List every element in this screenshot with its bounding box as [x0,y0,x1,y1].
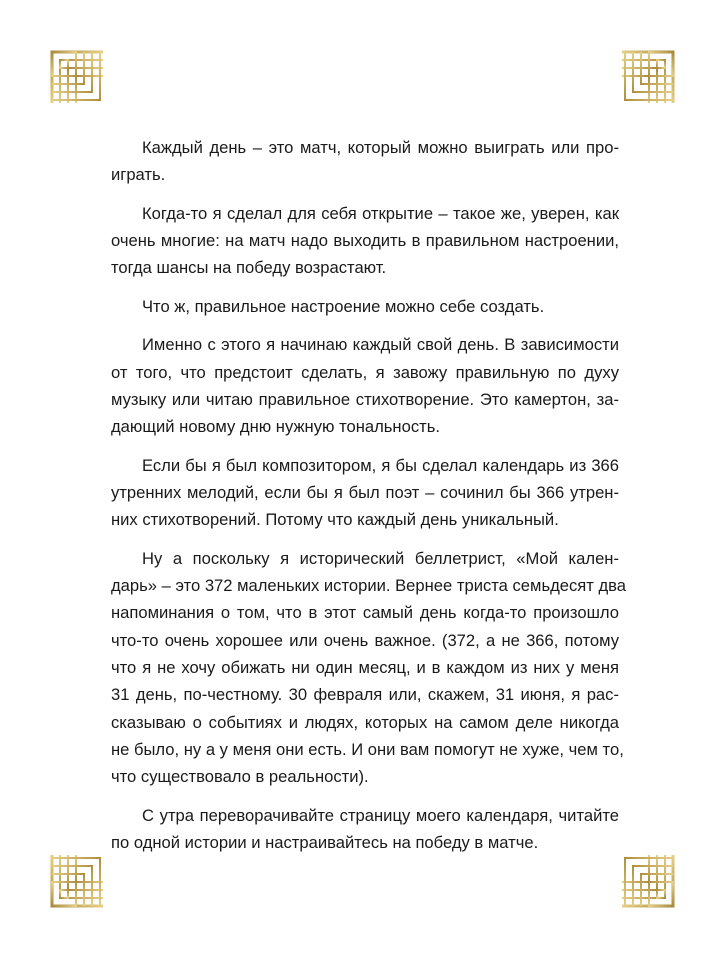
text-line: Ну а поскольку я исторический беллетрист, «Мой кален- [142,548,619,568]
text-line: по одной истории и настраивайтесь на победу в матче. [111,832,539,852]
corner-ornament-top-right [622,52,673,103]
text-line: утренних мелодий, если бы я был поэт – сочинил бы 366 утрен- [111,483,619,503]
text-line: играть. [111,165,166,185]
text-line: Когда-то я сделал для себя открытие – такое же, уверен, как [142,203,619,223]
text-line: дарь» – это 372 маленьких истории. Вернее триста семьдесят два [111,576,627,596]
text-line: них стихотворений. Потому что каждый день уникальный. [111,510,559,530]
text-line: сказываю о событиях и людях, которых на самом деле никогда [111,712,619,732]
paragraph [111,293,619,320]
text-line: не было, ну а у меня они есть. И они вам помогут не хуже, чем то, [111,739,624,759]
paragraph [111,331,619,440]
page-body-text [111,134,627,867]
text-line: 31 день, по-честному. 30 февраля или, скажем, 31 июня, я рас- [111,685,619,705]
text-line: С утра переворачивайте страницу моего календаря, читайте [142,805,619,825]
text-line: музыку или читаю правильное стихотворение. Это камертон, за- [111,389,619,409]
text-line: напоминания о том, что в этот самый день когда-то произошло [111,603,619,623]
text-line: что я не хочу обижать ни один месяц, и в каждом из них у меня [111,657,619,677]
text-line: Именно с этого я начинаю каждый свой день. В зависимости [142,335,619,355]
paragraph [111,545,627,791]
corner-ornament-top-left [52,52,103,103]
text-line: Если бы я был композитором, я бы сделал календарь из 366 [142,455,619,475]
text-line: дающий новому дню нужную тональность. [111,417,440,437]
text-line: Каждый день – это матч, который можно выиграть или про- [142,138,619,157]
paragraph [111,134,619,189]
text-line: что-то очень хорошее или очень важное. (372, а не 366, потому [111,630,619,650]
text-line: очень многие: на матч надо выходить в правильном настроении, [111,231,619,251]
corner-ornament-bottom-right [622,855,673,906]
text-line: Что ж, правильное настроение можно себе создать. [142,296,545,316]
paragraph [111,200,619,282]
text-line: от того, что предстоит сделать, я завожу правильную по духу [111,362,619,382]
paragraph [111,802,619,857]
text-line: что существовало в реальности). [111,767,369,787]
text-line: тогда шансы на победу возрастают. [111,258,387,278]
corner-ornament-bottom-left [52,855,103,906]
paragraph [111,452,619,534]
